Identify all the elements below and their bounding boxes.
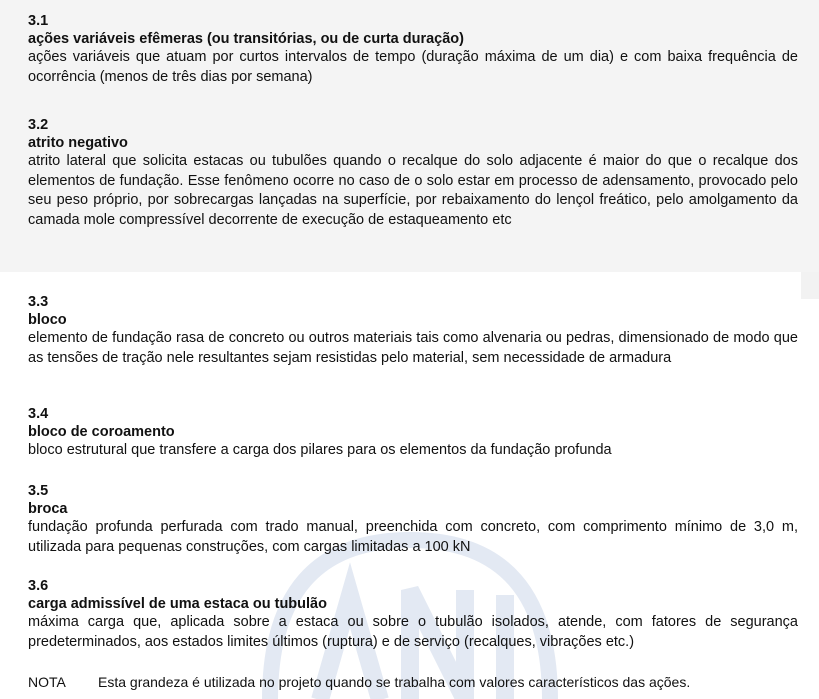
note [28,673,798,692]
entry-definition: fundação profunda perfurada com trado manual, preenchida com concreto, com comprimento mínimo de 3,0 m, utilizada para pequenas construções, com cargas limitadas a 100 kN [28,519,798,555]
entry-definition: elemento de fundação rasa de concreto ou outros materiais tais como alvenaria ou pedras, dimensionado de modo que as tensões de tração nele resultantes sejam resistidas pelo material, sem necessidade de armadura [28,330,798,366]
entry-definition: atrito lateral que solicita estacas ou tubulões quando o recalque do solo adjacente é maior do que o recalque dos elementos de fundação. Esse fenômeno ocorre no caso de o solo estar em processo de adensamento, provocado pelo seu peso próprio, por sobrecargas lançadas na superfície, por rebaixamento do lençol freático, pelo amolgamento da camada mole compressível decorrente de execução de estaqueamento etc [28,153,798,228]
entry-definition: bloco estrutural que transfere a carga dos pilares para os elementos da fundação profunda [28,442,612,458]
entry-term: carga admissível de uma estaca ou tubulão [28,596,327,612]
term-entry [28,293,798,368]
entry-term: broca [28,501,68,517]
entry-number: 3.5 [28,483,49,499]
entry-definition: máxima carga que, aplicada sobre a estaca ou sobre o tubulão isolados, atende, com fatores de segurança predeterminados, aos estados limites últimos (ruptura) e de serviço (recalques, vibrações etc.) [28,614,798,650]
note-text: Esta grandeza é utilizada no projeto quando se trabalha com valores característicos das ações. [98,674,691,690]
entry-term: bloco de coroamento [28,424,175,440]
entry-term: bloco [28,312,67,328]
entry-number: 3.2 [28,117,49,133]
page-edge-shade [801,272,819,299]
entry-term: ações variáveis efêmeras (ou transitórias, ou de curta duração) [28,31,464,47]
term-entry [28,482,798,557]
entry-number: 3.3 [28,294,49,310]
note-label: NOTA [28,674,66,690]
term-entry [28,577,798,652]
term-entry [28,116,798,230]
entry-definition: ações variáveis que atuam por curtos intervalos de tempo (duração máxima de um dia) e com baixa frequência de ocorrência (menos de três dias por semana) [28,49,798,85]
entry-number: 3.1 [28,13,49,29]
entry-number: 3.6 [28,578,49,594]
term-entry [28,12,798,87]
term-entry [28,405,798,461]
entry-number: 3.4 [28,406,49,422]
entry-term: atrito negativo [28,135,128,151]
